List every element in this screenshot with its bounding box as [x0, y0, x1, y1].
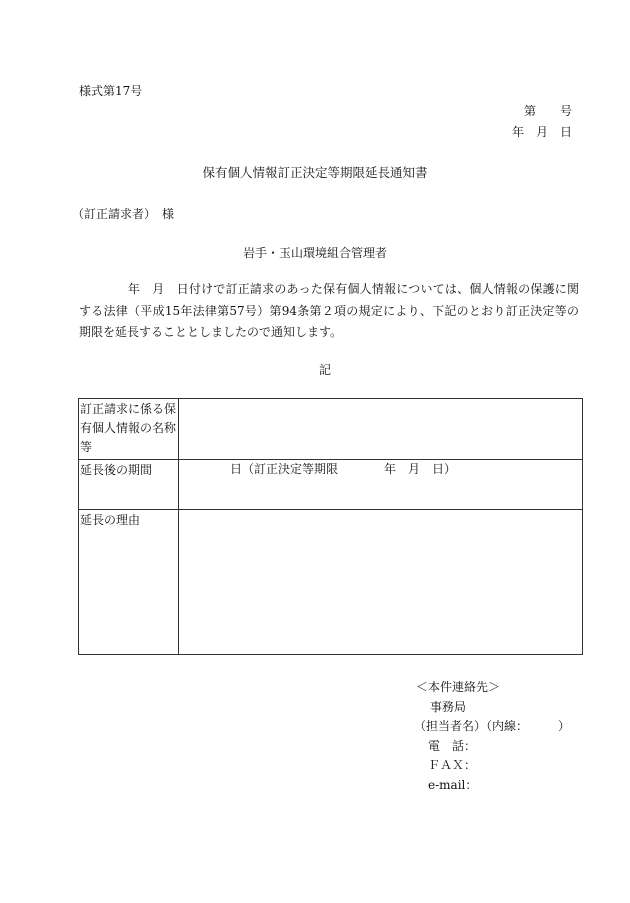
period-day-text: 日（訂正決定等期限 [230, 462, 339, 476]
contact-person: （担当者名）（内線： ） [414, 719, 571, 733]
sender: 岩手・玉山環境組合管理者 [242, 246, 387, 260]
reason-value-cell [179, 510, 583, 655]
contact-heading: ＜本件連絡先＞ [416, 680, 501, 694]
table-row-period [79, 460, 583, 510]
detail-table [78, 398, 583, 655]
reason-label-cell [79, 510, 179, 655]
contact-email: e-mail： [428, 777, 478, 792]
subject-label-cell [79, 399, 179, 460]
body-text: 年 月 日付けで訂正請求のあった保有個人情報については、個人情報の保護に関する法律（平成15年法律第57号）第94条第２項の規定により、下記のとおり訂正決定等の期限を延長することとしましたので通知します。 [79, 282, 579, 339]
document-number: 第 号 [523, 104, 572, 118]
subject-label: 訂正請求に係る保有個人情報の名称等 [80, 402, 177, 454]
table-row-reason [79, 510, 583, 655]
table-row-subject [79, 399, 583, 460]
document-title: 保有個人情報訂正決定等期限延長通知書 [202, 165, 428, 180]
period-label: 延長後の期間 [80, 463, 153, 477]
period-label-cell [79, 460, 179, 510]
subject-value-cell [179, 399, 583, 460]
contact-block [416, 678, 570, 795]
period-date-text: 年 月 日） [384, 462, 457, 476]
recipient: （訂正請求者） 様 [72, 207, 175, 221]
contact-phone: 電 話： [428, 738, 477, 753]
reason-label: 延長の理由 [80, 513, 141, 527]
document-date: 年 月 日 [511, 125, 572, 139]
form-number: 様式第17号 [79, 84, 143, 98]
period-value-cell [179, 460, 583, 510]
contact-fax: ＦＡＸ： [428, 758, 477, 772]
ki-heading: 記 [318, 363, 331, 377]
contact-office: 事務局 [430, 699, 467, 714]
